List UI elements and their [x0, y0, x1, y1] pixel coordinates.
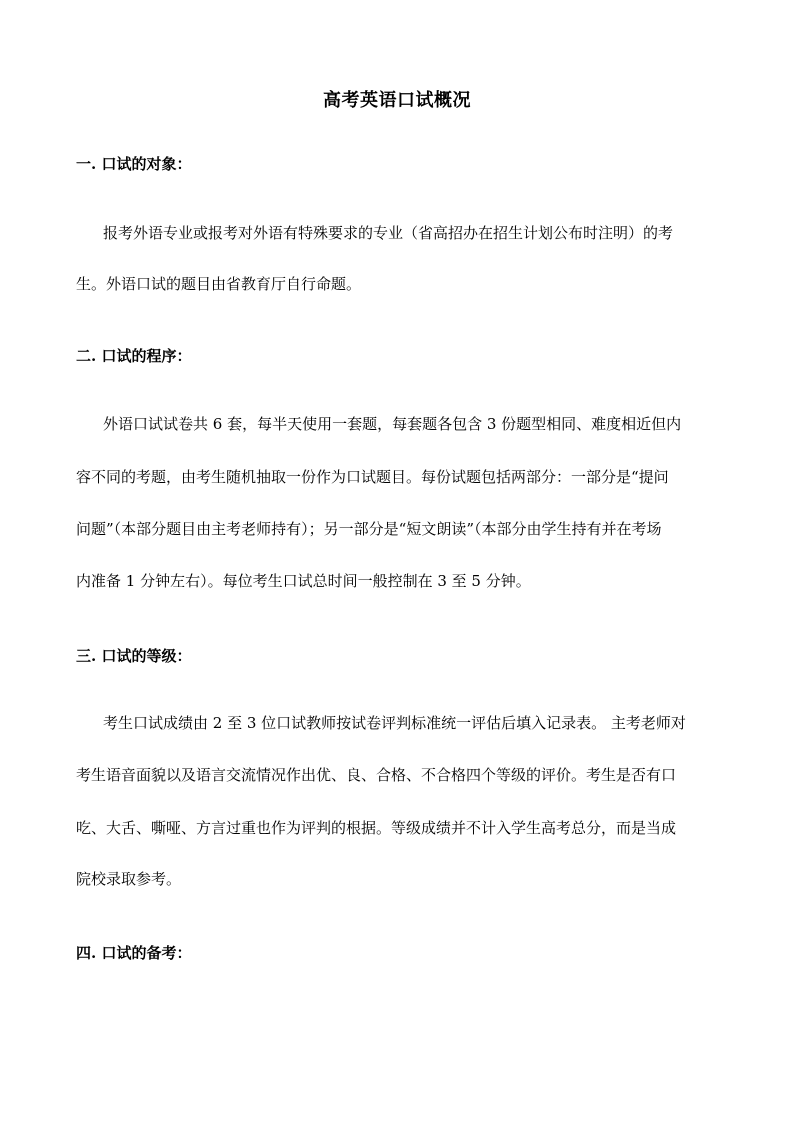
section-1-line-1: 报考外语专业或报考对外语有特殊要求的专业（省高招办在招生计划公布时注明）的考 [103, 224, 674, 242]
section-heading-3: 三. 口试的等级： [76, 647, 192, 665]
section-2-line-2: 容不同的考题，由考生随机抽取一份作为口试题目。每份试题包括两部分：一部分是“提问 [76, 468, 669, 486]
section-heading-4: 四. 口试的备考： [76, 944, 192, 962]
section-2-line-4: 内准备 1 分钟左右）。每位考生口试总时间一般控制在 3 至 5 分钟。 [76, 572, 531, 590]
section-heading-1: 一. 口试的对象： [76, 155, 192, 173]
section-heading-2: 二. 口试的程序： [76, 347, 192, 365]
document-title: 高考英语口试概况 [323, 90, 471, 111]
section-2-line-3: 问题”（本部分题目由主考老师持有）；另一部分是“短文朗读”（本部分由学生持有并在考场 [76, 520, 662, 538]
section-1-line-2: 生。外语口试的题目由省教育厅自行命题。 [76, 275, 362, 293]
section-3-line-4: 院校录取参考。 [76, 870, 182, 888]
section-3-line-1: 考生口试成绩由 2 至 3 位口试教师按试卷评判标准统一评估后填入记录表。 主考老师对 [103, 714, 686, 732]
section-3-line-3: 吃、大舌、嘶哑、方言过重也作为评判的根据。等级成绩并不计入学生高考总分，而是当成 [76, 819, 677, 837]
section-2-line-1: 外语口试试卷共 6 套，每半天使用一套题，每套题各包含 3 份题型相同、难度相近但内 [103, 415, 682, 433]
section-3-line-2: 考生语音面貌以及语言交流情况作出优、良、合格、不合格四个等级的评价。考生是否有口 [76, 766, 677, 784]
